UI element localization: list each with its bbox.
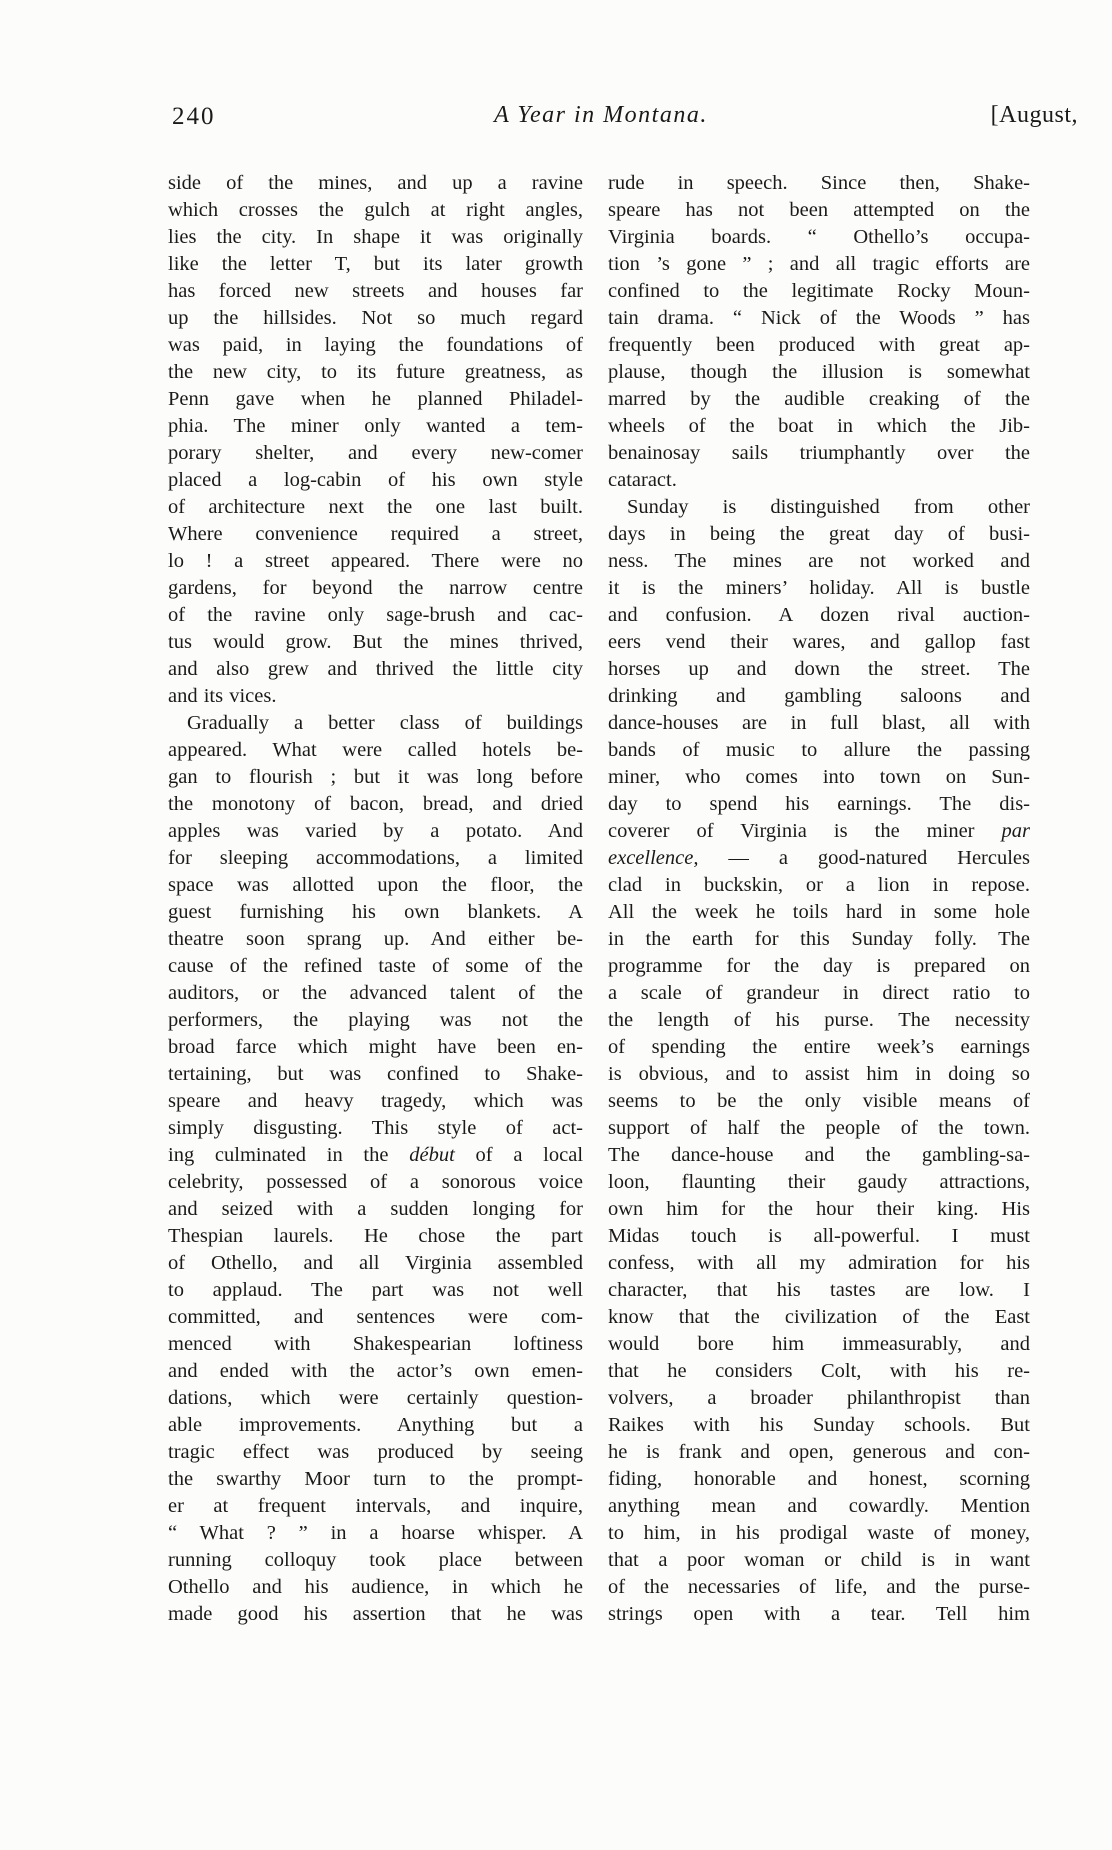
text-line bbox=[608, 548, 1030, 575]
text-line bbox=[608, 467, 1030, 494]
text-segment: ness. The mines are not worked and bbox=[608, 550, 1030, 572]
text-segment: eers vend their wares, and gallop fast bbox=[608, 631, 1030, 653]
text-line bbox=[168, 1142, 583, 1169]
text-segment: is obvious, and to assist him in doing so bbox=[608, 1063, 1030, 1085]
text-segment: simply disgusting. This style of act- bbox=[168, 1117, 583, 1139]
text-line bbox=[168, 197, 583, 224]
text-segment: horses up and down the street. The bbox=[608, 658, 1030, 680]
text-segment: was paid, in laying the foundations of bbox=[168, 334, 583, 356]
text-segment: days in being the great day of busi- bbox=[608, 523, 1030, 545]
text-segment: it is the miners’ holiday. All is bustle bbox=[608, 577, 1030, 599]
text-line bbox=[608, 278, 1030, 305]
text-line bbox=[168, 1061, 583, 1088]
text-segment: confess, with all my admiration for his bbox=[608, 1252, 1030, 1274]
text-line bbox=[168, 1304, 583, 1331]
text-columns bbox=[168, 170, 1030, 1628]
page-number: 240 bbox=[172, 103, 216, 130]
text-segment: strings open with a tear. Tell him bbox=[608, 1603, 1030, 1625]
text-line bbox=[168, 1277, 583, 1304]
text-line bbox=[608, 899, 1030, 926]
text-line bbox=[168, 1385, 583, 1412]
text-segment: Virginia boards. “ Othello’s occupa- bbox=[608, 226, 1030, 248]
text-segment: tion ’s gone ” ; and all tragic efforts are bbox=[608, 253, 1030, 275]
text-segment: own him for the hour their king. His bbox=[608, 1198, 1030, 1220]
text-line bbox=[168, 575, 583, 602]
text-line bbox=[168, 1439, 583, 1466]
text-segment: of Othello, and all Virginia assembled bbox=[168, 1252, 583, 1274]
text-segment: Midas touch is all-powerful. I must bbox=[608, 1225, 1030, 1247]
text-line bbox=[168, 818, 583, 845]
text-segment: and also grew and thrived the little city bbox=[168, 658, 583, 680]
text-line bbox=[168, 1466, 583, 1493]
text-segment: phia. The miner only wanted a tem- bbox=[168, 415, 583, 437]
text-segment: celebrity, possessed of a sonorous voice bbox=[168, 1171, 583, 1193]
text-line bbox=[608, 737, 1030, 764]
text-segment: gardens, for beyond the narrow centre bbox=[168, 577, 583, 599]
text-segment: day to spend his earnings. The dis- bbox=[608, 793, 1030, 815]
text-line bbox=[608, 1358, 1030, 1385]
text-segment: frequently been produced with great ap- bbox=[608, 334, 1030, 356]
text-line bbox=[608, 629, 1030, 656]
text-line bbox=[168, 845, 583, 872]
text-segment: like the letter T, but its later growth bbox=[168, 253, 583, 275]
text-line bbox=[168, 278, 583, 305]
italic-text: excellence, bbox=[608, 847, 699, 869]
text-line bbox=[608, 386, 1030, 413]
text-line bbox=[168, 1331, 583, 1358]
text-segment: tus would grow. But the mines thrived, bbox=[168, 631, 583, 653]
text-line bbox=[168, 764, 583, 791]
text-segment: for sleeping accommodations, a limited bbox=[168, 847, 583, 869]
text-segment: anything mean and cowardly. Mention bbox=[608, 1495, 1030, 1517]
text-segment: Sunday is distinguished from other bbox=[627, 496, 1030, 518]
text-segment: that he considers Colt, with his re- bbox=[608, 1360, 1030, 1382]
text-segment: lies the city. In shape it was originally bbox=[168, 226, 583, 248]
text-segment: bands of music to allure the passing bbox=[608, 739, 1030, 761]
text-line bbox=[168, 1088, 583, 1115]
text-line bbox=[608, 926, 1030, 953]
text-line bbox=[168, 251, 583, 278]
text-line bbox=[168, 521, 583, 548]
text-line bbox=[168, 1196, 583, 1223]
text-line bbox=[608, 1547, 1030, 1574]
text-segment: drinking and gambling saloons and bbox=[608, 685, 1030, 707]
text-line bbox=[168, 791, 583, 818]
text-line bbox=[608, 224, 1030, 251]
text-segment: Othello and his audience, in which he bbox=[168, 1576, 583, 1598]
text-segment: of spending the entire week’s earnings bbox=[608, 1036, 1030, 1058]
text-segment: rude in speech. Since then, Shake- bbox=[608, 172, 1030, 194]
text-segment: wheels of the boat in which the Jib- bbox=[608, 415, 1030, 437]
text-line bbox=[168, 683, 583, 710]
text-line bbox=[168, 926, 583, 953]
text-segment: speare and heavy tragedy, which was bbox=[168, 1090, 583, 1112]
text-segment: a scale of grandeur in direct ratio to bbox=[608, 982, 1030, 1004]
text-segment: character, that his tastes are low. I bbox=[608, 1279, 1030, 1301]
text-segment: fiding, honorable and honest, scorning bbox=[608, 1468, 1030, 1490]
text-line bbox=[608, 1385, 1030, 1412]
text-line bbox=[608, 1061, 1030, 1088]
text-segment: he is frank and open, generous and con- bbox=[608, 1441, 1030, 1463]
text-segment: of the ravine only sage-brush and cac- bbox=[168, 604, 583, 626]
text-line bbox=[608, 332, 1030, 359]
text-line bbox=[608, 1169, 1030, 1196]
text-segment: running colloquy took place between bbox=[168, 1549, 583, 1571]
text-segment: space was allotted upon the floor, the bbox=[168, 874, 583, 896]
text-segment: theatre soon sprang up. And either be- bbox=[168, 928, 583, 950]
italic-text: début bbox=[409, 1144, 455, 1166]
text-line bbox=[168, 413, 583, 440]
text-line bbox=[168, 1034, 583, 1061]
text-segment: performers, the playing was not the bbox=[168, 1009, 583, 1031]
text-segment: and its vices. bbox=[168, 685, 277, 707]
text-line bbox=[168, 332, 583, 359]
text-line bbox=[608, 602, 1030, 629]
text-segment: loon, flaunting their gaudy attractions, bbox=[608, 1171, 1030, 1193]
text-segment: of architecture next the one last built. bbox=[168, 496, 583, 518]
text-segment: to him, in his prodigal waste of money, bbox=[608, 1522, 1030, 1544]
text-line bbox=[608, 1088, 1030, 1115]
text-line bbox=[608, 494, 1030, 521]
text-segment: placed a log-cabin of his own style bbox=[168, 469, 583, 491]
text-segment: apples was varied by a potato. And bbox=[168, 820, 583, 842]
text-line bbox=[608, 1574, 1030, 1601]
text-segment: The dance-house and the gambling-sa- bbox=[608, 1144, 1030, 1166]
issue-label: [August, bbox=[990, 102, 1078, 128]
text-line bbox=[168, 467, 583, 494]
text-line bbox=[608, 1601, 1030, 1628]
text-line bbox=[168, 737, 583, 764]
text-segment: tain drama. “ Nick of the Woods ” has bbox=[608, 307, 1030, 329]
text-segment: er at frequent intervals, and inquire, bbox=[168, 1495, 583, 1517]
text-segment: porary shelter, and every new-comer bbox=[168, 442, 583, 464]
text-segment: “ What ? ” in a hoarse whisper. A bbox=[168, 1522, 583, 1544]
text-segment: Gradually a better class of buildings bbox=[187, 712, 583, 734]
text-line bbox=[168, 980, 583, 1007]
text-line bbox=[608, 845, 1030, 872]
italic-text: par bbox=[1001, 820, 1030, 842]
text-segment: which crosses the gulch at right angles, bbox=[168, 199, 583, 221]
text-line bbox=[168, 224, 583, 251]
text-line bbox=[608, 359, 1030, 386]
text-segment: speare has not been attempted on the bbox=[608, 199, 1030, 221]
text-line bbox=[608, 1223, 1030, 1250]
text-line bbox=[168, 170, 583, 197]
text-line bbox=[168, 1547, 583, 1574]
text-segment: marred by the audible creaking of the bbox=[608, 388, 1030, 410]
text-segment: menced with Shakespearian loftiness bbox=[168, 1333, 583, 1355]
text-line bbox=[608, 764, 1030, 791]
text-line bbox=[608, 1034, 1030, 1061]
text-segment: tragic effect was produced by seeing bbox=[168, 1441, 583, 1463]
text-line bbox=[608, 170, 1030, 197]
text-line bbox=[608, 1493, 1030, 1520]
text-line bbox=[168, 1358, 583, 1385]
text-segment: lo ! a street appeared. There were no bbox=[168, 550, 583, 572]
running-title: A Year in Montana. bbox=[494, 102, 708, 128]
text-line bbox=[168, 710, 583, 737]
text-line bbox=[608, 683, 1030, 710]
text-segment: miner, who comes into town on Sun- bbox=[608, 766, 1030, 788]
text-segment: clad in buckskin, or a lion in repose. bbox=[608, 874, 1030, 896]
text-segment: and ended with the actor’s own emen- bbox=[168, 1360, 583, 1382]
text-line bbox=[608, 413, 1030, 440]
text-segment: and seized with a sudden longing for bbox=[168, 1198, 583, 1220]
text-line bbox=[608, 872, 1030, 899]
text-line bbox=[168, 440, 583, 467]
text-segment: Penn gave when he planned Philadel- bbox=[168, 388, 583, 410]
text-line bbox=[168, 1115, 583, 1142]
text-segment: Where convenience required a street, bbox=[168, 523, 583, 545]
text-segment: benainosay sails triumphantly over the bbox=[608, 442, 1030, 464]
text-line bbox=[168, 953, 583, 980]
text-line bbox=[168, 386, 583, 413]
text-line bbox=[168, 1223, 583, 1250]
text-segment: of the necessaries of life, and the purse- bbox=[608, 1576, 1030, 1598]
text-segment: to applaud. The part was not well bbox=[168, 1279, 583, 1301]
left-column bbox=[168, 170, 583, 1628]
text-segment: that a poor woman or child is in want bbox=[608, 1549, 1030, 1571]
text-segment: volvers, a broader philanthropist than bbox=[608, 1387, 1030, 1409]
text-segment: of a local bbox=[454, 1144, 583, 1166]
text-line bbox=[168, 359, 583, 386]
text-segment: support of half the people of the town. bbox=[608, 1117, 1030, 1139]
text-line bbox=[608, 251, 1030, 278]
text-line bbox=[168, 602, 583, 629]
text-segment: know that the civilization of the East bbox=[608, 1306, 1030, 1328]
text-segment: ing culminated in the bbox=[168, 1144, 410, 1166]
text-line bbox=[168, 1574, 583, 1601]
text-line bbox=[608, 656, 1030, 683]
text-line bbox=[608, 1520, 1030, 1547]
text-line bbox=[608, 197, 1030, 224]
text-segment: dance-houses are in full blast, all with bbox=[608, 712, 1030, 734]
text-segment: would bore him immeasurably, and bbox=[608, 1333, 1030, 1355]
text-line bbox=[608, 440, 1030, 467]
text-segment: Raikes with his Sunday schools. But bbox=[608, 1414, 1030, 1436]
text-line bbox=[608, 1412, 1030, 1439]
text-segment: tertaining, but was confined to Shake- bbox=[168, 1063, 583, 1085]
text-segment: has forced new streets and houses far bbox=[168, 280, 583, 302]
text-segment: cataract. bbox=[608, 469, 677, 491]
text-line bbox=[608, 1439, 1030, 1466]
text-line bbox=[608, 818, 1030, 845]
text-segment: cause of the refined taste of some of the bbox=[168, 955, 583, 977]
text-segment: appeared. What were called hotels be- bbox=[168, 739, 583, 761]
text-line bbox=[608, 1007, 1030, 1034]
text-segment: the monotony of bacon, bread, and dried bbox=[168, 793, 583, 815]
text-line bbox=[168, 494, 583, 521]
text-segment: committed, and sentences were com- bbox=[168, 1306, 583, 1328]
text-line bbox=[168, 1250, 583, 1277]
text-segment: gan to flourish ; but it was long before bbox=[168, 766, 583, 788]
text-segment: up the hillsides. Not so much regard bbox=[168, 307, 583, 329]
text-segment: side of the mines, and up a ravine bbox=[168, 172, 583, 194]
text-line bbox=[608, 305, 1030, 332]
text-line bbox=[168, 1520, 583, 1547]
text-segment: Thespian laurels. He chose the part bbox=[168, 1225, 583, 1247]
text-line bbox=[608, 980, 1030, 1007]
text-segment: auditors, or the advanced talent of the bbox=[168, 982, 583, 1004]
text-line bbox=[608, 1466, 1030, 1493]
text-line bbox=[608, 791, 1030, 818]
text-line bbox=[168, 872, 583, 899]
text-line bbox=[608, 953, 1030, 980]
text-segment: guest furnishing his own blankets. A bbox=[168, 901, 583, 923]
right-column bbox=[608, 170, 1030, 1628]
text-line bbox=[168, 1169, 583, 1196]
text-segment: made good his assertion that he was bbox=[168, 1603, 583, 1625]
text-line bbox=[608, 1331, 1030, 1358]
text-segment: dations, which were certainly question- bbox=[168, 1387, 583, 1409]
text-line bbox=[168, 1412, 583, 1439]
text-line bbox=[608, 710, 1030, 737]
text-segment: All the week he toils hard in some hole bbox=[608, 901, 1030, 923]
text-segment: able improvements. Anything but a bbox=[168, 1414, 583, 1436]
text-line bbox=[168, 305, 583, 332]
text-segment: confined to the legitimate Rocky Moun- bbox=[608, 280, 1030, 302]
text-line bbox=[608, 1115, 1030, 1142]
text-line bbox=[168, 1493, 583, 1520]
text-line bbox=[168, 548, 583, 575]
text-line bbox=[608, 1250, 1030, 1277]
text-segment: in the earth for this Sunday folly. The bbox=[608, 928, 1030, 950]
text-line bbox=[608, 1142, 1030, 1169]
text-segment: and confusion. A dozen rival auction- bbox=[608, 604, 1030, 626]
text-line bbox=[168, 1601, 583, 1628]
text-line bbox=[608, 1277, 1030, 1304]
text-segment: the new city, to its future greatness, as bbox=[168, 361, 583, 383]
text-line bbox=[168, 1007, 583, 1034]
text-segment: seems to be the only visible means of bbox=[608, 1090, 1030, 1112]
text-segment: the swarthy Moor turn to the prompt- bbox=[168, 1468, 583, 1490]
text-line bbox=[168, 899, 583, 926]
text-segment: broad farce which might have been en- bbox=[168, 1036, 583, 1058]
text-segment: plause, though the illusion is somewhat bbox=[608, 361, 1030, 383]
text-line bbox=[608, 575, 1030, 602]
text-line bbox=[608, 521, 1030, 548]
text-segment: — a good-natured Hercules bbox=[698, 847, 1030, 869]
text-segment: programme for the day is prepared on bbox=[608, 955, 1030, 977]
text-line bbox=[168, 656, 583, 683]
text-line bbox=[608, 1304, 1030, 1331]
text-line bbox=[168, 629, 583, 656]
text-line bbox=[608, 1196, 1030, 1223]
text-segment: the length of his purse. The necessity bbox=[608, 1009, 1030, 1031]
text-segment: coverer of Virginia is the miner bbox=[608, 820, 1002, 842]
